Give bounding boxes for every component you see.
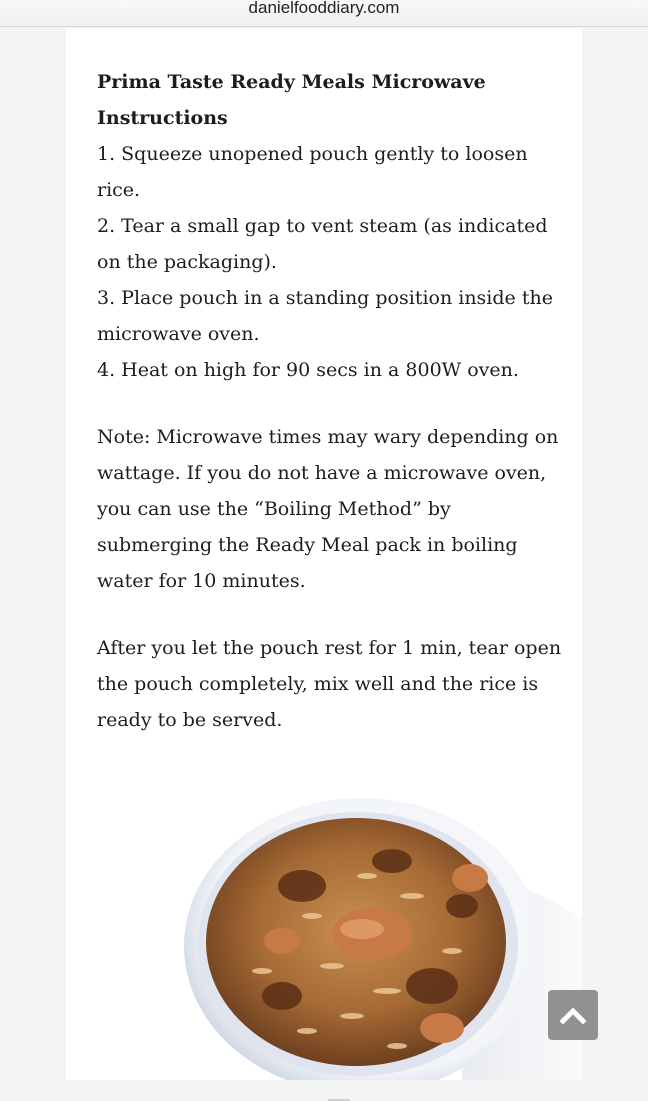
step-2: 2. Tear a small gap to vent steam (as indicated on the packaging). [97, 215, 548, 273]
step-3: 3. Place pouch in a standing position inside the microwave oven. [97, 287, 553, 345]
browser-url-bar[interactable] [0, 0, 648, 27]
step-4: 4. Heat on high for 90 secs in a 800W oven. [97, 359, 519, 381]
rice-bowl-image [132, 766, 582, 1080]
paragraph-spacer [97, 388, 567, 419]
food-photo [132, 766, 582, 1080]
microwave-note: Note: Microwave times may wary depending on wattage. If you do not have a microwave oven, you can use the “Boiling Method” by submerging the Ready Meal pack in boiling water for 10 minutes. [97, 426, 559, 592]
url-text[interactable]: danielfooddiary.com [248, 0, 400, 17]
chevron-up-icon [560, 1006, 586, 1024]
serving-paragraph: After you let the pouch rest for 1 min, tear open the pouch completely, mix well and the rice is ready to be served. [97, 637, 562, 731]
paragraph-spacer [97, 599, 567, 630]
instructions-heading: Prima Taste Ready Meals Microwave Instructions [97, 71, 486, 129]
article-content [97, 64, 567, 738]
step-1: 1. Squeeze unopened pouch gently to loosen rice. [97, 143, 528, 201]
page-background [0, 28, 648, 1080]
article-column [66, 28, 582, 1080]
scroll-to-top-button[interactable] [548, 990, 598, 1040]
